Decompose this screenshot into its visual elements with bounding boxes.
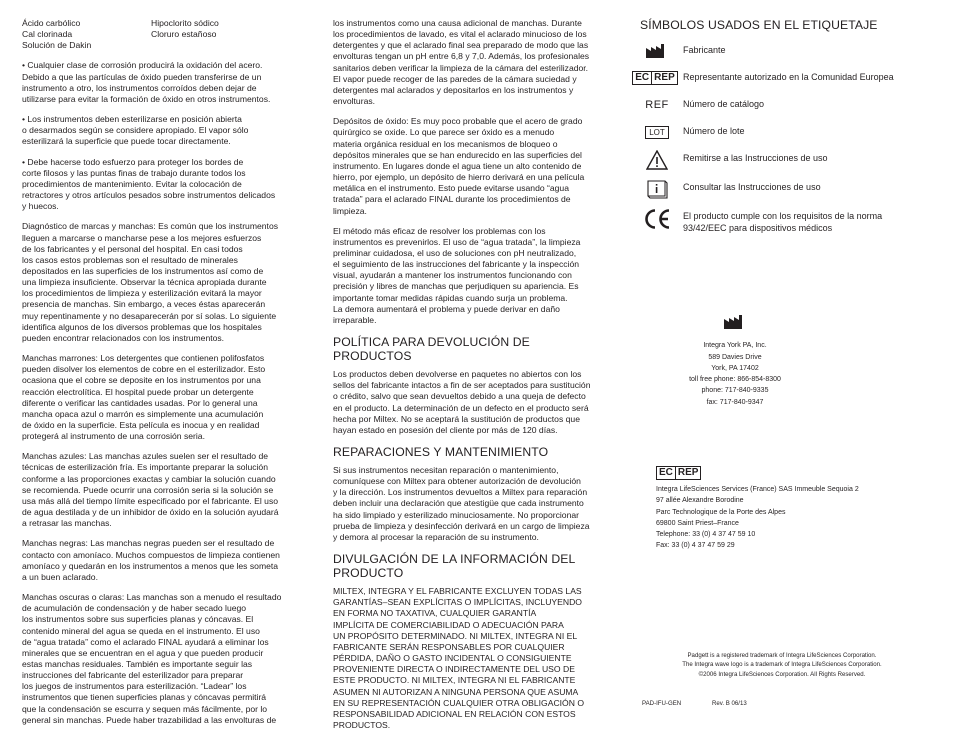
chem-item (151, 40, 298, 51)
manufacturer-address (640, 314, 830, 408)
section-heading-disclosure: DIVULGACIÓN DE LA INFORMACIÓN DEL PRODUCTO (333, 552, 575, 581)
symbol-row-attention (640, 150, 930, 170)
paragraph: MILTEX, INTEGRA Y EL FABRICANTE EXCLUYEN TODAS LAS GARANTÍAS–SEAN EXPLÍCITAS O IMPLÍCITAS, INCLUYENDO EN FORMA NO TAXATIVA, CUALQUIER GARANTÍA IMPLÍCITA DE COMERCIABILIDAD O ADECUACIÓN PARA UN PROPÓSITO DETERMINADO. NI MILTEX, INTEGRA NI EL FABRICANTE SERÁN RESPONSABLES POR CUALQUIER PÉRDIDA, DAÑO O GASTO INCIDENTAL O CONSIGUIENTE PROVENIENTE DIRECTA O INDIRECTAMENTE DEL USO DE ESTE PRODUCTO. NI MILTEX, INTEGRA NI EL FABRICANTE ASUMEN NI AUTORIZAN A NINGUNA PERSONA QUE ASUMA EN SU REPRESENTACIÓN CUALQUIER OTRA OBLIGACIÓN O RESPONSABILIDAD ADICIONAL EN RELACIÓN CON ESTOS PRODUCTOS. (333, 586, 585, 730)
ref-icon (640, 96, 674, 114)
ref-label: REF (645, 99, 669, 111)
trademark-line: The Integra wave logo is a trademark of Integra LifeSciences Corporation. (682, 661, 882, 669)
paragraph: Manchas azules: Las manchas azules suelen ser el resultado de técnicas de esterilización fría. Es importante preparar la solución conforme a las proporciones exactas y cambiar la solución cuando se recomienda. Puede ocurrir una corrosión seria si la solución se usa más allá del tiempo límite especificado por el fabricante. El uso de agua destilada y de un inhibidor de óxido en la solución ayudará a retrasar las manchas. (22, 451, 279, 529)
ec-label: EC (635, 72, 650, 83)
lot-label: LOT (645, 126, 669, 139)
symbol-label: Representante autorizado en la Comunidad Europea (683, 72, 894, 82)
revision-label: Rev. B 06/13 (712, 700, 747, 707)
trademark-line: ©2006 Integra LifeSciences Corporation. All Rights Reserved. (698, 670, 866, 678)
chem-item: Cloruro estañoso (151, 29, 217, 40)
column-2 (333, 18, 602, 740)
paragraph: Si sus instrumentos necesitan reparación o mantenimiento, comuníquese con Miltex para obtener autorización de devolución y la dirección. Los instrumentos devueltos a Miltex para reparación deben incluir una declaración que atestigüe que cada instrumento ha sido limpiado y esterilizado minuciosamente. No proporcionar prueba de limpieza y desinfección derivará en un cargo de limpieza y demora al procesar la reparación de su instrumento. (333, 465, 590, 542)
paragraph: • Cualquier clase de corrosión producirá la oxidación del acero. Debido a que las partículas de óxido pueden transferirse de un instrumento a otro, los instrumentos corroídos deben dejar de utilizarse para evitar la formación de óxido en otros instrumentos. (22, 60, 271, 104)
chemical-list (22, 18, 298, 51)
ec-label: EC (659, 467, 673, 478)
paragraph: Los productos deben devolverse en paquetes no abiertos con los sellos del fabricante intactos a fin de ser aceptados para sustitución o crédito, salvo que sean devueltos debido a una queja de defecto en el producto. La determinación de un defecto en el producto será hecha por Miltex. No se aceptará la sustitución de productos que hayan estado en posesión del cliente por más de 120 días. (333, 369, 591, 435)
eu-representative-address (656, 466, 936, 552)
column-3 (635, 18, 930, 243)
trademark-line: Padgett is a registered trademark of Integra LifeSciences Corporation. (687, 652, 877, 659)
symbol-row-lot (640, 123, 930, 141)
address-line: Integra LifeSciences Services (France) SAS Immeuble Sequoia 2 (656, 486, 859, 493)
manufacturer-factory-icon (640, 314, 830, 334)
paragraph: Diagnóstico de marcas y manchas: Es común que los instrumentos lleguen a marcarse o mancharse pese a los mejores esfuerzos de los fabricantes y el personal del hospital. En casi todos los casos estos problemas son el resultado de minerales depositados en las superficies de los instrumentos así como de una limpieza insuficiente. Observar la técnica apropiada durante los procedimientos de limpieza y esterilización evitará la mayor presencia de manchas. Sin embargo, a veces éstas aparecerán muy repentinamente y no desaparecerán por sí solas. Lo siguiente identifica algunos de los diversos problemas que los hospitales pueden encontrar relacionados con los instrumentos. (22, 221, 279, 343)
symbol-label: Fabricante (683, 45, 726, 55)
symbol-row-info (640, 179, 930, 199)
chem-item: Ácido carbólico (22, 18, 81, 28)
section-heading-symbols: SÍMBOLOS USADOS EN EL ETIQUETAJE (640, 18, 878, 32)
chem-item: Cal clorinada (22, 29, 73, 40)
section-heading-repairs: REPARACIONES Y MANTENIMIENTO (333, 445, 549, 459)
paragraph: Depósitos de óxido: Es muy poco probable que el acero de grado quirúrgico se oxide. Lo que parece ser óxido es a menudo materia orgánica residual en los mecanismos de bloqueo o depósitos minerales que se han endurecido en las superficies del instrumento. En lugares donde el agua tiene un alto contenido de hierro, por ejemplo, un depósito de hierro derivará en una película metálica en el instrumento. Esto puede evitarse usando “agua tratada” para el aclarado FINAL durante los procedimientos de limpieza. (333, 116, 585, 216)
address-line: Telephone: 33 (0) 4 37 47 59 10 (656, 531, 756, 539)
symbol-label: El producto cumple con los requisitos de la norma 93/42/EEC para dispositivos médicos (683, 211, 883, 233)
chem-item: Solución de Dakin (22, 40, 92, 51)
ec-rep-icon (656, 466, 936, 480)
manufacturer-factory-icon (640, 42, 674, 60)
address-line: toll free phone: 866-854-8300 (689, 376, 781, 384)
paragraph: los instrumentos como una causa adicional de manchas. Durante los procedimientos de lavado, es vital el aclarado minucioso de los detergentes y que el aclarado final sea preparado de modo que las envolturas tengan un pH entre 6,8 y 7,0. Además, los profesionales sanitarios deben verificar la limpieza de la cámara del esterilizador. El vapor puede recoger de las paredes de la cámara suciedad y detergentes mal aclarados y depositarlos en los instrumentos y envolturas. (333, 18, 590, 107)
address-line: 97 allée Alexandre Borodine (656, 497, 744, 505)
address-line: Fax: 33 (0) 4 37 47 59 29 (656, 542, 735, 550)
address-line: fax: 717-840-9347 (706, 398, 764, 406)
paragraph: Manchas oscuras o claras: Las manchas son a menudo el resultado de acumulación de condensación y de haber secado luego los instrumentos sobre sus superficies planas y cóncavas. El contenido mineral del agua se queda en el instrumento. El uso de “agua tratada” como el aclarado FINAL ayudará a eliminar los minerales que se encuentran en el agua y que pueden producir estas manchas residuales. También es importante seguir las instrucciones del fabricante del esterilizador para preparar los juegos de instrumentos para esterilización. “Ladear” los instrumentos que tienen superficies planas y cóncavas permitirá que la condensación se escurra y sequen más fácilmente, por lo general sin manchas. Puede haber trazabilidad a las envolturas de (22, 592, 282, 725)
chem-item: Hipoclorito sódico (151, 18, 219, 28)
document-id: PAD-IFU-GEN (642, 700, 682, 707)
address-line: 69800 Saint Priest–France (656, 519, 739, 527)
symbol-label: Número de catálogo (683, 99, 765, 109)
attention-triangle-icon (640, 150, 674, 170)
symbol-row-ref (640, 96, 930, 114)
symbol-row-ce (640, 208, 930, 234)
lot-icon (640, 123, 674, 141)
paragraph: • Los instrumentos deben esterilizarse en posición abierta o desarmados según se considere apropiado. El vapor sólo esterilizará la superficie que puede tocar directamente. (22, 114, 249, 147)
symbol-label: Número de lote (683, 126, 745, 136)
paragraph: Manchas marrones: Los detergentes que contienen polifosfatos pueden disolver los elementos de cobre en el esterilizador. Esto ocasiona que el cobre se deposite en los instrumentos por una reacción electrolítica. El hospital puede probar un detergente diferente o verificar las cantidades usadas. Por lo general una mancha opaca azul o marrón es simplemente una acumulación de óxido en la superficie. Esta película es inocua y en realidad protegerá al instrumento de una corrosión seria. (22, 353, 266, 442)
section-heading-return-policy: POLÍTICA PARA DEVOLUCIÓN DE PRODUCTOS (333, 335, 530, 364)
address-line: York, PA 17402 (711, 364, 759, 372)
trademark-notice (640, 651, 924, 679)
ec-rep-icon (636, 69, 674, 87)
address-line: Parc Technologique de la Porte des Alpes (656, 508, 786, 516)
symbol-label: Remitirse a las Instrucciones de uso (683, 153, 828, 163)
column-1 (22, 18, 298, 735)
address-line: phone: 717-840-9335 (701, 387, 769, 395)
rep-label: REP (651, 72, 677, 84)
paragraph: El método más eficaz de resolver los problemas con los instrumentos es prevenirlos. El uso de “agua tratada”, la limpieza preliminar cuidadosa, el uso de soluciones con pH neutralizado, el seguimiento de las instrucciones del fabricante y la inspección visual, ayudarán a mantener los instrumentos funcionando con precisión y libres de manchas que perjudiquen su apariencia. Es importante tomar medidas rápidas cuando surja un problema. La demora aumentará el problema y puede derivar en daño irreparable. (333, 225, 581, 325)
symbol-row-ec-rep (635, 69, 930, 87)
info-book-icon (640, 179, 674, 199)
ce-mark-icon (640, 208, 674, 230)
paragraph: Manchas negras: Las manchas negras pueden ser el resultado de contacto con amoníaco. Muchos compuestos de limpieza contienen amoníaco y quedarán en los instrumentos a menos que les someta a un buen aclarado. (22, 538, 280, 582)
paragraph: • Debe hacerse todo esfuerzo para proteger los bordes de corte filosos y las puntas finas de trabajo durante todos los procedimientos de mantenimiento. Evitar la colocación de retractores y otros artículos pesados sobre instrumentos delicados y huecos. (22, 156, 276, 212)
symbol-label: Consultar las Instrucciones de uso (683, 182, 821, 192)
address-line: 589 Davies Drive (708, 353, 762, 361)
address-line: Integra York PA, Inc. (703, 342, 767, 350)
symbol-row-manufacturer (640, 42, 930, 60)
rep-label: REP (675, 467, 701, 479)
